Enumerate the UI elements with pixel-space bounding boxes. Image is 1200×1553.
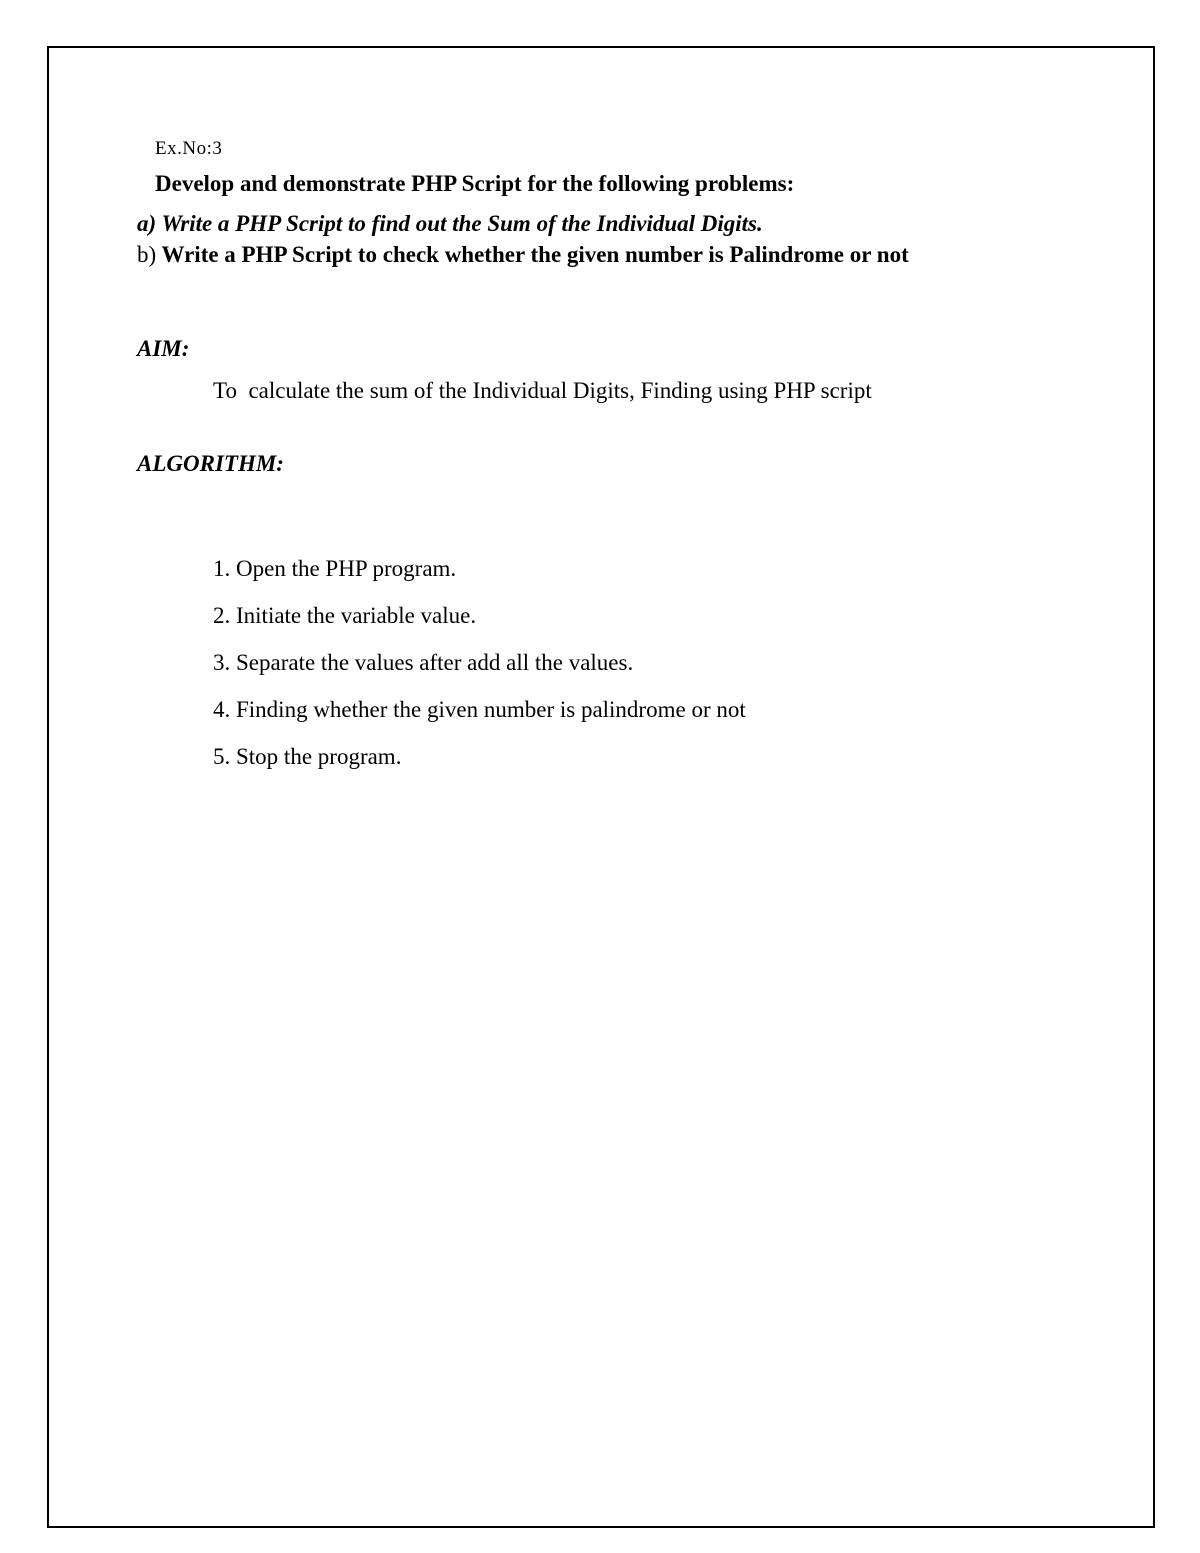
algorithm-step: 5. Stop the program. — [213, 744, 402, 769]
problem-b — [137, 242, 909, 268]
aim-text: To calculate the sum of the Individual Digits, Finding using PHP script — [213, 378, 872, 403]
problem-b-text: Write a PHP Script to check whether the given number is Palindrome or not — [156, 242, 909, 267]
algorithm-step: 4. Finding whether the given number is palindrome or not — [213, 697, 746, 722]
problem-b-prefix: b) — [137, 242, 157, 267]
algorithm-steps — [213, 555, 746, 790]
algorithm-step: 2. Initiate the variable value. — [213, 603, 477, 628]
document-title: Develop and demonstrate PHP Script for the following problems: — [155, 171, 795, 196]
exercise-number: Ex.No:3 — [155, 138, 223, 159]
problem-a: a) Write a PHP Script to find out the Sum of the Individual Digits. — [137, 211, 763, 236]
algorithm-heading: ALGORITHM: — [137, 451, 284, 476]
aim-heading: AIM: — [137, 336, 190, 361]
algorithm-step: 1. Open the PHP program. — [213, 556, 457, 581]
algorithm-step: 3. Separate the values after add all the values. — [213, 650, 634, 675]
